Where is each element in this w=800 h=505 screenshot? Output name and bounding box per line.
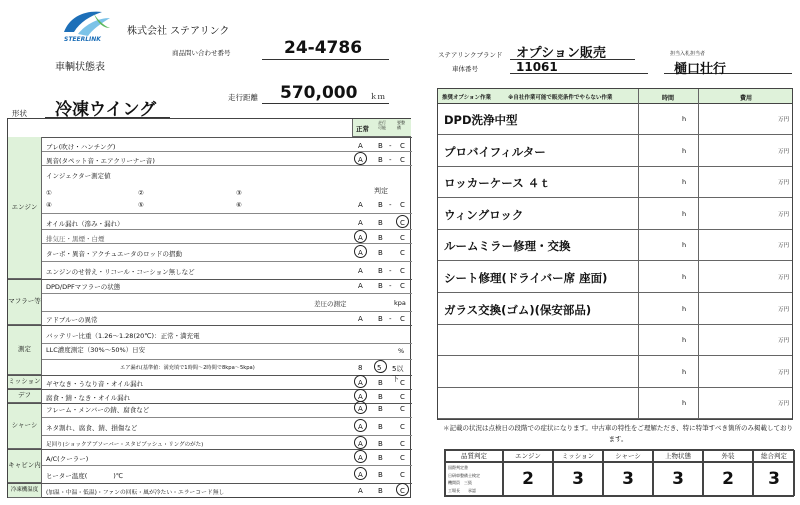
col-cost: 費用 — [740, 95, 753, 102]
rating-b: B — [378, 282, 383, 290]
item-exhaust: 排気圧・黒煙・白煙 — [46, 235, 105, 243]
rating-circle — [354, 375, 367, 388]
option-row — [438, 357, 792, 388]
inj-5: ⑤ — [138, 201, 144, 209]
grade-legend-line: 工場長 承認 — [448, 487, 476, 493]
rating-b: B — [378, 423, 383, 431]
option-row — [438, 230, 792, 261]
item-turbo: ターボ・異音・アクチュエータのロッドの摺動 — [46, 250, 182, 258]
brand-label: ステアリンクブランド — [438, 51, 503, 59]
cat-engine: エンジン — [8, 137, 42, 279]
rating-c: C — [400, 142, 405, 150]
grade-legend — [445, 462, 503, 496]
logo-text: STEERLINK — [64, 36, 101, 43]
rating-c: C — [400, 156, 405, 164]
option-cost-unit: 万円 — [778, 401, 790, 408]
cat-muffler: マフラー等 — [8, 279, 42, 325]
grade-header: ミッション — [553, 450, 603, 462]
inspection-table — [7, 118, 411, 498]
judge-label: 判定 — [374, 187, 388, 195]
rating-c: C — [400, 440, 405, 448]
grades-table — [444, 449, 794, 497]
company-name: 株式会社 ステアリンク — [127, 26, 230, 37]
rating-circle — [354, 419, 367, 432]
item-oil-leak: オイル漏れ（滲み・漏れ） — [46, 220, 124, 228]
rating-circle — [354, 230, 367, 243]
rating-c: C — [400, 423, 405, 431]
item-suspension: 足回り(ショックアブソーバー・スタビブッシュ・リングのがた) — [46, 442, 204, 448]
item-diff-pressure: 差圧の測定 — [314, 300, 347, 308]
options-header-title: 推奨オプション作業 — [442, 95, 492, 101]
option-row — [438, 325, 792, 356]
grade-header: 総合判定 — [753, 450, 795, 462]
rating-a: A — [358, 201, 363, 209]
inj-3: ③ — [236, 189, 242, 197]
item-ion: 異音(タペット音・エアクリーナー音) — [46, 157, 155, 165]
rating-a: A — [358, 315, 363, 323]
option-cost-unit: 万円 — [778, 211, 790, 218]
item-frame: フレーム・メンバーの錆、腐食など — [46, 406, 150, 414]
rating-a: A — [358, 405, 363, 413]
shape-field — [45, 96, 170, 118]
cat-mission: ミッション — [8, 375, 42, 389]
inquiry-field — [262, 38, 389, 60]
cat-measure: 測定 — [8, 325, 42, 375]
item-crack: ネタ割れ、腐食、錆、損傷など — [46, 424, 138, 432]
rating-c: C — [400, 282, 405, 290]
option-hours-unit: h — [682, 241, 687, 250]
inj-6: ⑥ — [236, 201, 242, 209]
rating-b: B — [378, 393, 383, 401]
option-name: ロッカーケース ４ｔ — [444, 176, 551, 191]
grade-header: シャーシ — [603, 450, 653, 462]
item-air-leak: エア漏れ(基準値：満充填で1時間～2時間で8kpa～5kpa) — [120, 365, 255, 371]
inj-4: ④ — [46, 201, 52, 209]
car-number-label: 車体番号 — [452, 65, 478, 73]
rating-circle — [354, 450, 367, 463]
item-heater: ヒーター温度( )℃ — [46, 472, 124, 480]
col-header — [352, 119, 411, 137]
air-leak-v1: 8 — [358, 364, 363, 372]
item-engine-swap: エンジンのせ替え・リコール・コーション無しなど — [46, 268, 195, 276]
rating-c: C — [400, 234, 405, 242]
option-hours-unit: h — [682, 304, 687, 313]
rating-dash: - — [389, 156, 392, 164]
item-cooling: (加温・中温・低温)・ファンの回転・風が冷たい・エラーコード無し — [46, 490, 225, 496]
rating-a: A — [358, 142, 363, 150]
item-injector: インジェクター測定値 — [46, 172, 111, 180]
col-time: 時間 — [662, 95, 675, 102]
inj-2: ② — [138, 189, 144, 197]
rating-c: C — [400, 471, 405, 479]
grade-value: 3 — [753, 462, 795, 496]
llc-unit: % — [398, 347, 405, 355]
item-adblue: アドブルーの異常 — [46, 316, 98, 324]
grade-value: 3 — [603, 462, 653, 496]
inquiry-number: 24-4786 — [284, 38, 363, 58]
rating-a: A — [358, 454, 363, 462]
rating-b: B — [378, 454, 383, 462]
option-cost-unit: 万円 — [778, 306, 790, 313]
cat-cooling: 冷凍機温度 — [8, 483, 42, 498]
option-cost-unit: 万円 — [778, 275, 790, 281]
item-ac: A/C(クーラー) — [46, 455, 89, 463]
col-normal: 正常 — [356, 125, 369, 133]
option-hours-unit: h — [682, 367, 687, 376]
rating-c: C — [400, 315, 405, 323]
option-cost-unit: 万円 — [778, 180, 790, 187]
rating-b: B — [378, 219, 383, 227]
item-dpd: DPD/DPFマフラーの状態 — [46, 283, 121, 291]
option-hours-unit: h — [682, 209, 687, 218]
rating-c: C — [400, 405, 405, 413]
grade-legend-line: 日研車整備士検定 — [448, 472, 480, 478]
rating-a: A — [358, 234, 363, 242]
shape-value: 冷凍ウイング — [55, 100, 157, 120]
rating-c: C — [400, 267, 405, 275]
air-leak-v3: 5以下 — [392, 365, 404, 383]
option-hours-unit: h — [682, 273, 687, 281]
rating-b: B — [378, 379, 383, 387]
rating-b: B — [378, 487, 383, 495]
option-cost-unit: 万円 — [778, 338, 790, 345]
option-row — [438, 136, 792, 167]
grade-header: エンジン — [503, 450, 553, 462]
rating-a: A — [358, 379, 363, 387]
option-row — [438, 104, 792, 135]
rating-dash: - — [389, 315, 392, 323]
rating-b: B — [378, 405, 383, 413]
option-name: プロバイフィルター — [444, 144, 546, 159]
option-name: シート修理(ドライバー席 座面) — [444, 271, 608, 285]
cat-cabin: キャビン内 — [8, 449, 42, 483]
option-hours-unit: h — [682, 336, 687, 345]
person-name: 樋口壮行 — [674, 62, 727, 77]
item-diff: 腐食・錆・なき・オイル漏れ — [46, 394, 131, 402]
mileage-field — [262, 84, 389, 104]
rating-b: B — [378, 142, 383, 150]
option-row — [438, 388, 792, 419]
rating-a: A — [358, 156, 363, 164]
air-leak-circle — [374, 360, 387, 373]
rating-a: A — [358, 267, 363, 275]
inquiry-label: 商品問い合わせ番号 — [172, 49, 231, 57]
rating-b: B — [378, 267, 383, 275]
options-header-note: ※自社作業可能で販売条件でやらない作業 — [508, 95, 613, 101]
rating-b: B — [378, 440, 383, 448]
rating-dash: - — [389, 201, 392, 209]
rating-b: B — [378, 249, 383, 257]
rating-c: C — [400, 219, 405, 227]
inj-1: ① — [46, 189, 52, 197]
rating-b: B — [378, 471, 383, 479]
option-name: ルームミラー修理・交換 — [444, 239, 571, 254]
options-table — [437, 88, 793, 420]
diff-pressure-unit: kpa — [394, 299, 406, 307]
option-hours-unit: h — [682, 115, 687, 123]
rating-b: B — [378, 315, 383, 323]
company-logo — [56, 6, 116, 48]
rating-c: C — [400, 454, 405, 462]
option-hours-unit: h — [682, 178, 687, 187]
item-llc: LLC濃度測定（30%～50%）日安 — [46, 346, 146, 354]
shape-label: 形状 — [12, 109, 27, 118]
grade-legend-line: 国際判定書 — [448, 465, 468, 470]
rating-b: B — [378, 234, 383, 242]
option-row — [438, 294, 792, 325]
rating-circle — [396, 215, 409, 228]
rating-c: C — [400, 249, 405, 257]
rating-circle — [354, 436, 367, 449]
grade-header: 上物状態 — [653, 450, 703, 462]
option-cost-unit: 万円 — [778, 117, 790, 123]
brand-value: オプション販売 — [516, 46, 606, 61]
rating-a: A — [358, 282, 363, 290]
item-bure: ブレ(吹け・ハンチング) — [46, 143, 116, 151]
rating-dash: - — [389, 282, 392, 290]
rating-circle — [354, 467, 367, 480]
disclaimer-note: ＊記載の状況は点検日の段階での症状になります。中古車の特性をご理解ただき、特に特筆すべき箇所のみ掲載しております。 — [442, 424, 794, 444]
mileage-value: 570,000 — [280, 83, 358, 103]
car-number-field — [510, 60, 648, 74]
grade-value: 3 — [653, 462, 703, 496]
option-name: DPD洗浄中型 — [444, 113, 518, 127]
rating-c: C — [400, 393, 405, 401]
rating-a: A — [358, 471, 363, 479]
option-hours-unit: h — [682, 146, 687, 155]
mileage-unit: ｋｍ — [370, 92, 385, 101]
cat-chassis: シャーシ — [8, 403, 42, 449]
rating-circle — [396, 483, 409, 496]
rating-c: C — [400, 201, 405, 209]
rating-a: A — [358, 423, 363, 431]
car-number: 11061 — [516, 60, 558, 74]
option-name: ウィングロック — [444, 207, 524, 222]
rating-circle — [354, 152, 367, 165]
option-hours-unit: h — [682, 399, 687, 408]
grade-value: 2 — [503, 462, 553, 496]
grade-legend-line: 機関員 三級 — [448, 480, 472, 485]
grade-header: 外装 — [703, 450, 753, 462]
item-mission: ギヤなき・うなり音・オイル漏れ — [46, 380, 144, 388]
option-row — [438, 262, 792, 293]
grade-header: 品質判定 — [445, 450, 503, 462]
rating-a: A — [358, 440, 363, 448]
grade-value: 2 — [703, 462, 753, 496]
rating-dash: - — [389, 267, 392, 275]
rating-circle — [354, 401, 367, 414]
option-cost-unit: 万円 — [778, 148, 790, 155]
col-ok: 走行可能 — [378, 120, 386, 130]
rating-b: B — [378, 156, 383, 164]
option-row — [438, 167, 792, 198]
options-header — [438, 89, 792, 104]
rating-a: A — [358, 393, 363, 401]
option-cost-unit: 万円 — [778, 243, 790, 250]
option-row — [438, 199, 792, 230]
grade-value: 3 — [553, 462, 603, 496]
brand-field — [510, 42, 635, 60]
col-repair: 要整備 — [397, 120, 405, 130]
rating-b: B — [378, 201, 383, 209]
person-field — [664, 58, 792, 77]
doc-title: 車輌状態表 — [55, 62, 105, 73]
person-label: 担当入札担当者 — [670, 51, 706, 57]
rating-a: A — [358, 487, 363, 495]
rating-a: A — [358, 219, 363, 227]
mileage-label: 走行距離 — [228, 93, 258, 102]
rating-circle — [354, 245, 367, 258]
rating-c: C — [400, 379, 405, 387]
option-cost-unit: 万円 — [778, 369, 790, 376]
cat-diff: デフ — [8, 389, 42, 403]
rating-a: A — [358, 249, 363, 257]
air-leak-v2: 5 — [377, 364, 382, 372]
rating-dash: - — [389, 142, 392, 150]
rating-c: C — [400, 487, 405, 495]
item-battery: バッテリー比重（1.26～1.28(20℃)：正常・満充電 — [46, 332, 200, 340]
option-name: ガラス交換(ゴム)(保安部品) — [444, 302, 592, 317]
